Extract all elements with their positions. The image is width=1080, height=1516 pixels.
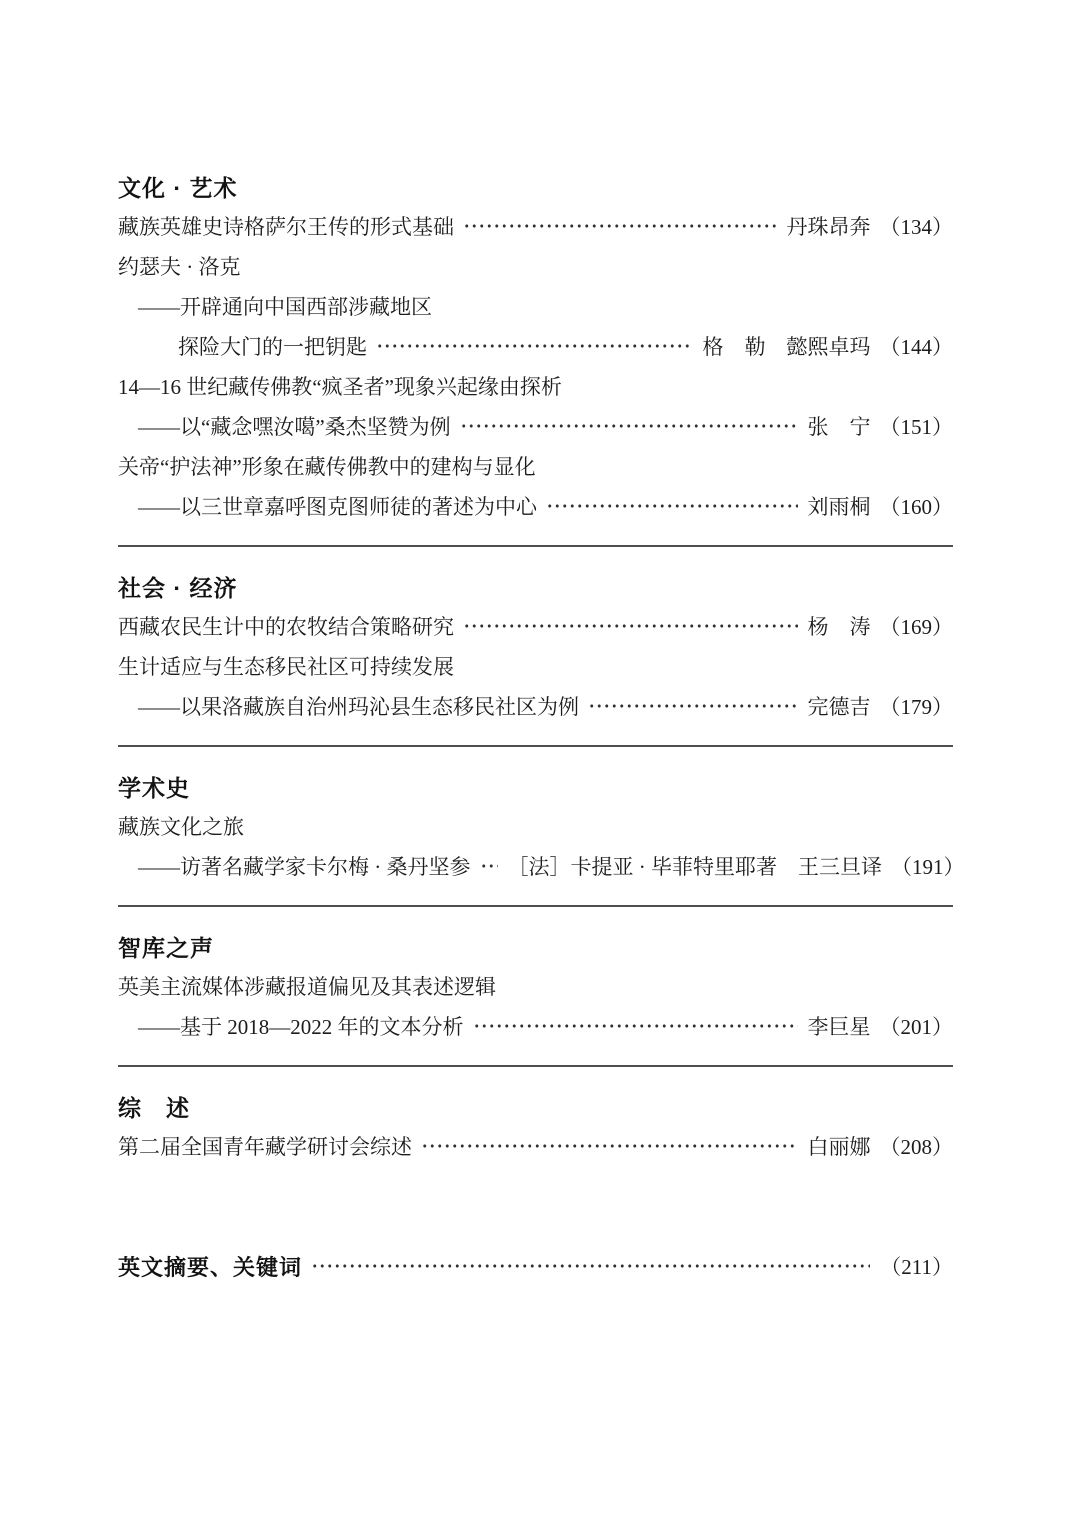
entry-title: ——以“藏念嘿汝噶”桑杰坚赞为例	[138, 415, 451, 439]
entry-author: 张 宁	[807, 415, 871, 439]
entry-page-number: （191）	[891, 855, 965, 879]
toc-entry	[118, 406, 953, 446]
entry-page-number: （208）	[879, 1135, 953, 1159]
entry-title: 英美主流媒体涉藏报道偏见及其表述逻辑	[118, 975, 496, 999]
entry-title: ——基于 2018—2022 年的文本分析	[138, 1015, 464, 1039]
toc-entry	[118, 846, 965, 886]
dot-leader	[311, 1246, 870, 1286]
entry-page-number: （211）	[880, 1255, 953, 1279]
entry-page-number: （160）	[879, 495, 953, 519]
entry-title: 约瑟夫 · 洛克	[118, 255, 241, 279]
entry-title: 藏族英雄史诗格萨尔王传的形式基础	[118, 215, 454, 239]
toc	[118, 166, 965, 1286]
toc-entry	[118, 446, 953, 486]
toc-entry	[118, 366, 953, 406]
entry-author: 李巨星	[807, 1015, 871, 1039]
toc-entry	[118, 286, 953, 326]
toc-entry	[118, 1126, 953, 1166]
section-heading: 综 述	[118, 1094, 190, 1121]
toc-entry	[118, 486, 953, 526]
entry-title: 藏族文化之旅	[118, 815, 244, 839]
entry-title: ——访著名藏学家卡尔梅 · 桑丹坚参	[138, 855, 471, 879]
section-divider	[118, 726, 953, 766]
dot-leader	[463, 206, 777, 246]
entry-author: 刘雨桐	[807, 495, 871, 519]
dot-leader	[546, 486, 798, 526]
entry-page-number: （179）	[879, 695, 953, 719]
entry-author: 格 勒 懿熙卓玛	[702, 335, 871, 359]
section-heading: 学术史	[118, 774, 190, 801]
entry-title: ——以三世章嘉呼图克图师徒的著述为中心	[138, 495, 537, 519]
toc-entry	[118, 686, 953, 726]
entry-title: 生计适应与生态移民社区可持续发展	[118, 655, 454, 679]
section-heading: 智库之声	[118, 934, 214, 961]
toc-entry	[118, 1006, 953, 1046]
dot-leader	[588, 686, 798, 726]
footer-gap	[118, 1166, 953, 1246]
dot-leader	[376, 326, 693, 366]
entry-author: 完德吉	[807, 695, 871, 719]
section-divider	[118, 526, 953, 566]
entry-author: 丹珠昂奔	[786, 215, 871, 239]
toc-entry	[118, 806, 953, 846]
entry-page-number: （169）	[879, 615, 953, 639]
entry-title: ——以果洛藏族自治州玛沁县生态移民社区为例	[138, 695, 579, 719]
toc-entry	[118, 206, 953, 246]
entry-author: 杨 涛	[807, 615, 871, 639]
entry-title: 第二届全国青年藏学研讨会综述	[118, 1135, 412, 1159]
entry-page-number: （201）	[879, 1015, 953, 1039]
dot-leader	[473, 1006, 798, 1046]
section-divider	[118, 886, 953, 926]
entry-page-number: （134）	[879, 215, 953, 239]
toc-entry	[118, 966, 953, 1006]
entry-title: ——开辟通向中国西部涉藏地区	[138, 295, 432, 319]
dot-leader	[480, 846, 498, 886]
toc-entry	[118, 646, 953, 686]
toc-entry	[118, 1246, 953, 1286]
entry-title: 探险大门的一把钥匙	[178, 335, 367, 359]
section-heading: 社会 · 经济	[118, 574, 238, 601]
entry-title: 西藏农民生计中的农牧结合策略研究	[118, 615, 454, 639]
section-heading: 文化 · 艺术	[118, 174, 238, 201]
dot-leader	[421, 1126, 798, 1166]
toc-entry	[118, 606, 953, 646]
entry-page-number: （151）	[879, 415, 953, 439]
toc-entry	[118, 246, 953, 286]
entry-author: ［法］卡提亚 · 毕菲特里耶著 王三旦译	[507, 855, 882, 879]
entry-title: 英文摘要、关键词	[118, 1254, 303, 1280]
entry-page-number: （144）	[879, 335, 953, 359]
toc-entry	[118, 326, 953, 366]
entry-title: 14—16 世纪藏传佛教“疯圣者”现象兴起缘由探析	[118, 375, 562, 399]
entry-author: 白丽娜	[807, 1135, 871, 1159]
section-divider	[118, 1046, 953, 1086]
entry-title: 关帝“护法神”形象在藏传佛教中的建构与显化	[118, 455, 536, 479]
dot-leader	[460, 406, 798, 446]
dot-leader	[463, 606, 798, 646]
